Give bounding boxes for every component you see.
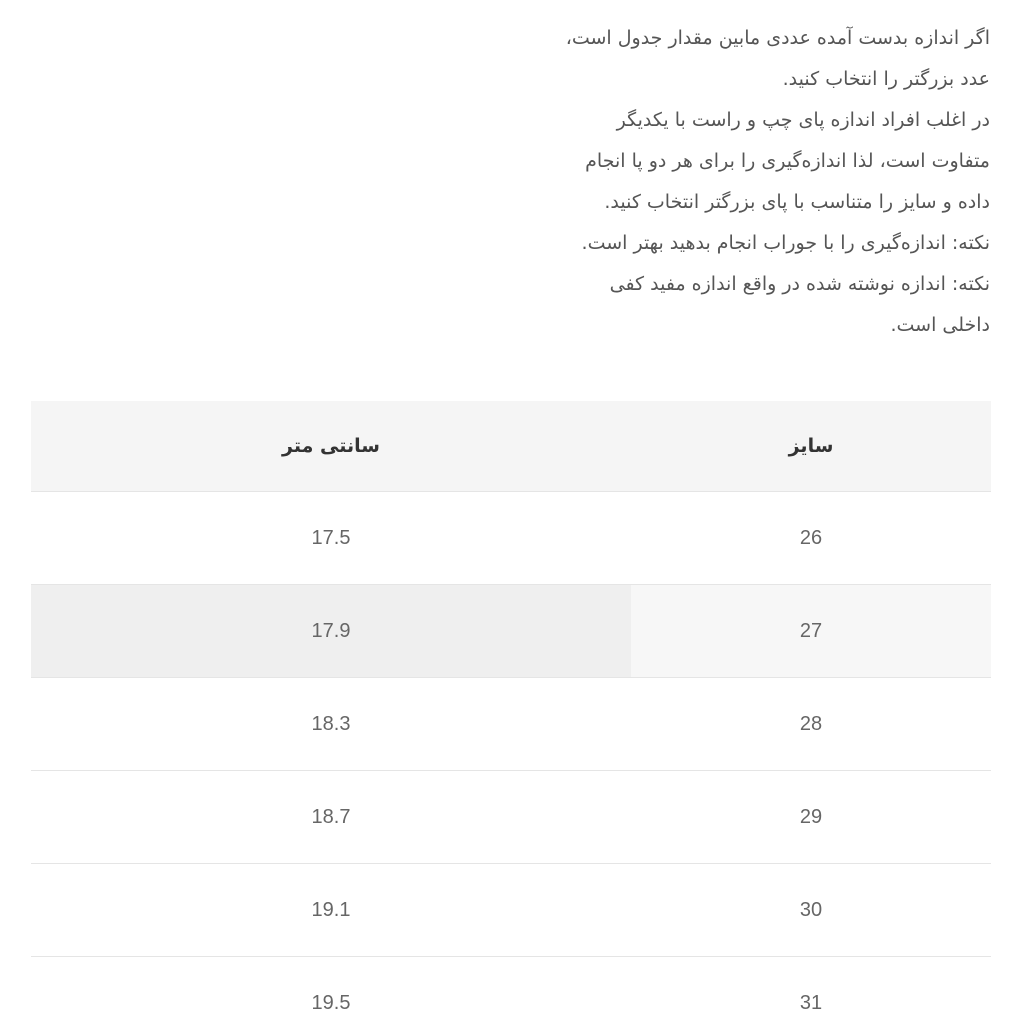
instruction-line: عدد بزرگتر را انتخاب کنید. <box>782 68 990 90</box>
centimeter-cell: 18.3 <box>31 678 631 771</box>
size-cell: 28 <box>631 678 991 771</box>
table-header-row <box>31 401 991 492</box>
centimeter-cell: 19.5 <box>31 957 631 1024</box>
instruction-line: داده و سایز را متناسب با پای بزرگتر انتخاب کنید. <box>604 191 990 213</box>
centimeter-cell: 17.5 <box>31 492 631 585</box>
table-row <box>31 771 991 864</box>
size-cell: 26 <box>631 492 991 585</box>
table-row <box>31 492 991 585</box>
centimeter-column-header: سانتی متر <box>31 401 631 492</box>
instruction-line: متفاوت است، لذا اندازه‌گیری را برای هر دو پا انجام <box>585 150 990 172</box>
size-guide-instructions <box>560 18 990 346</box>
table-row <box>31 678 991 771</box>
size-cell: 29 <box>631 771 991 864</box>
size-column-header: سایز <box>631 401 991 492</box>
size-cell: 31 <box>631 957 991 1024</box>
centimeter-cell: 19.1 <box>31 864 631 957</box>
table-row <box>31 585 991 678</box>
size-cell: 27 <box>631 585 991 678</box>
table-row <box>31 957 991 1024</box>
table-row <box>31 864 991 957</box>
note-line: داخلی است. <box>890 314 990 336</box>
size-cell: 30 <box>631 864 991 957</box>
centimeter-cell: 18.7 <box>31 771 631 864</box>
centimeter-cell: 17.9 <box>31 585 631 678</box>
instruction-line: در اغلب افراد اندازه پای چپ و راست با یکدیگر <box>616 109 990 131</box>
note-line: نکته: اندازه‌گیری را با جوراب انجام بدهید بهتر است. <box>581 232 990 254</box>
size-chart-table <box>31 401 991 1024</box>
instruction-line: اگر اندازه بدست آمده عددی مابین مقدار جدول است، <box>565 27 990 49</box>
note-line: نکته: اندازه نوشته شده در واقع اندازه مفید کفی <box>609 273 990 295</box>
